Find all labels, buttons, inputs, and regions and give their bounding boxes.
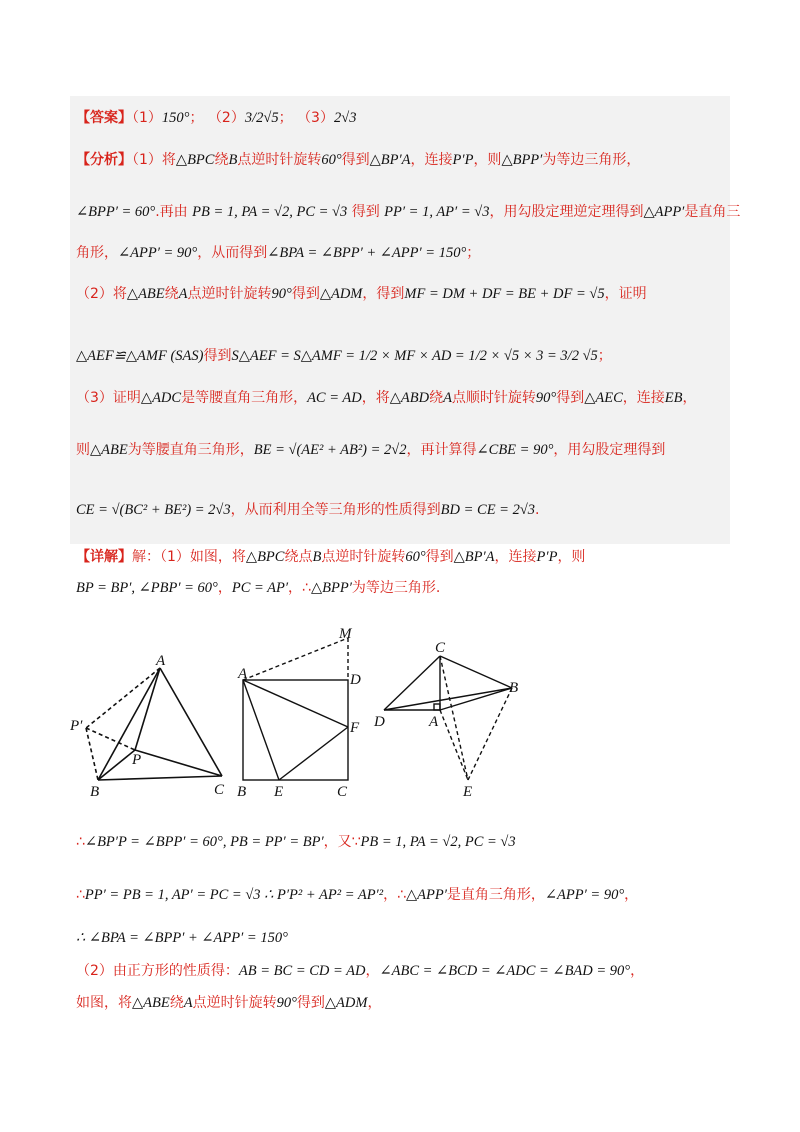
segment-AM-dashed <box>243 638 348 680</box>
math: △ABE <box>132 995 170 1011</box>
math: AB = BC = CD = AD <box>238 963 366 979</box>
math: 60° <box>405 549 426 565</box>
text: ， <box>367 995 382 1011</box>
math: A <box>178 286 188 302</box>
segment-CB <box>440 656 512 688</box>
detail-line-2 <box>76 578 440 598</box>
text: 是等腰直角三角形， <box>181 390 308 406</box>
analysis-line-2 <box>76 202 740 222</box>
fig2-label-E: E <box>274 784 284 800</box>
text: ，得到 <box>362 286 405 302</box>
fig1-label-A: A <box>156 653 166 669</box>
math: PP′ = PB = 1, AP′ = PC = √3 ∴ P′P² + AP² = AP′² <box>84 887 384 903</box>
text: 得到 <box>341 152 370 168</box>
analysis-line-7 <box>76 440 665 460</box>
text: ，从而得到 <box>197 245 268 261</box>
text: ， <box>624 887 639 903</box>
text: ，连接 <box>622 390 665 406</box>
fig3-label-A: A <box>429 714 439 730</box>
math: △ABE <box>90 442 128 458</box>
text: ∴ <box>76 887 85 903</box>
text: 点逆时针旋转 <box>192 995 277 1011</box>
segment-P1P-dashed <box>86 728 135 750</box>
math: BE = √(AE² + AB²) = 2√2 <box>253 442 407 458</box>
segment-EF <box>279 727 348 780</box>
math: △BP′A <box>453 549 495 565</box>
text: ； <box>466 245 481 261</box>
answer-sep: ； <box>189 110 204 126</box>
text: ∴ <box>76 834 85 850</box>
text: 得到 <box>203 348 232 364</box>
text: .再由 <box>155 204 188 220</box>
text: . <box>535 502 540 518</box>
text: （3）证明 <box>76 390 141 406</box>
text: 绕 <box>214 152 229 168</box>
math: △ABD <box>389 390 430 406</box>
segment-AE <box>243 680 279 780</box>
math: P′P <box>536 549 558 565</box>
figure-3-svg <box>372 638 522 800</box>
math: △AEF≌△AMF (SAS) <box>76 348 204 364</box>
segment-AB <box>98 668 160 780</box>
figure-2-svg <box>233 626 363 800</box>
math: △BPC <box>175 152 215 168</box>
text: ， <box>217 580 232 596</box>
math: 60° <box>321 152 342 168</box>
math: △ADC <box>140 390 182 406</box>
text: 绕 <box>169 995 184 1011</box>
math: BP = BP′, ∠PBP′ = 60° <box>76 580 218 596</box>
math: PB = 1, PA = √2, PC = √3 <box>192 204 348 220</box>
right-angle-mark <box>434 704 440 710</box>
text: 绕 <box>164 286 179 302</box>
text: ，用勾股定理逆定理得到 <box>489 204 644 220</box>
text: ，则 <box>557 549 586 565</box>
analysis-line-6 <box>76 388 697 408</box>
answer-line <box>76 108 356 128</box>
answer-tag: 【答案】 <box>76 110 132 126</box>
math: △ABE <box>126 286 165 302</box>
figure-1 <box>70 650 228 800</box>
fig3-label-C: C <box>435 640 446 656</box>
math: △APP′ <box>643 204 685 220</box>
fig3-label-D: D <box>374 714 385 730</box>
math: △BPC <box>245 549 285 565</box>
math: P′P <box>452 152 474 168</box>
segment-BC <box>98 776 222 780</box>
text: 得到 <box>296 995 325 1011</box>
math: ∠APP′ = 90° <box>544 887 625 903</box>
analysis-line-8 <box>76 500 540 520</box>
fig2-label-B: B <box>237 784 247 800</box>
text: ，∴ <box>288 580 311 596</box>
detail-tag: 【详解】 <box>76 549 132 565</box>
text: ，∴ <box>383 887 406 903</box>
text: ，连接 <box>494 549 537 565</box>
figure-1-svg <box>70 650 228 800</box>
math: ∠BP′P = ∠BPP′ = 60°, PB = PP′ = BP′ <box>84 834 324 850</box>
math: BD = CE = 2√3 <box>440 502 536 518</box>
text: （2）将 <box>76 286 127 302</box>
text: 点逆时针旋转 <box>187 286 272 302</box>
square-ABCD <box>243 680 348 780</box>
text: 得到 <box>425 549 454 565</box>
math: S△AEF = S△AMF = 1/2 × MF × AD = 1/2 × √5 × 3 = 3/2 √5 <box>231 348 598 364</box>
analysis-line-1 <box>76 150 640 170</box>
text: 得到 <box>556 390 585 406</box>
math: AC = AD <box>307 390 362 406</box>
fig2-label-A: A <box>238 666 248 682</box>
math: △ADM <box>324 995 368 1011</box>
text: 点顺时针旋转 <box>451 390 536 406</box>
text: 为等边三角形， <box>542 152 641 168</box>
math: ∠BPP′ = 60° <box>76 204 156 220</box>
fig1-label-C: C <box>214 782 225 798</box>
answer-sep: ； <box>278 110 293 126</box>
text: 角形， <box>76 245 118 261</box>
fig2-label-C: C <box>337 784 348 800</box>
text: ， <box>630 963 645 979</box>
analysis-line-5 <box>76 346 612 366</box>
math: △ADM <box>319 286 363 302</box>
text: 如图，将 <box>76 995 132 1011</box>
math: A <box>443 390 452 406</box>
text: 点逆时针旋转 <box>237 152 322 168</box>
math: PC = AP′ <box>231 580 289 596</box>
math: △BPP′ <box>310 580 352 596</box>
math: ∠APP′ = 90° <box>118 245 198 261</box>
answer-value-2: 3/2√5 <box>244 110 279 126</box>
math: ∠BPA = ∠BPP′ + ∠APP′ = 150° <box>267 245 467 261</box>
math: △BPP′ <box>501 152 543 168</box>
text: 绕 <box>429 390 444 406</box>
math: △BP′A <box>369 152 411 168</box>
segment-BE-dashed <box>468 688 512 780</box>
segment-BP1-dashed <box>86 728 98 780</box>
detail-line-6 <box>76 961 644 981</box>
text: （2）由正方形的性质得： <box>76 963 239 979</box>
fig3-label-B: B <box>509 680 519 696</box>
segment-AF <box>243 680 348 727</box>
text: 则 <box>76 442 90 458</box>
math: A <box>183 995 193 1011</box>
answer-part1-label: （1） <box>132 110 162 126</box>
segment-CE-dashed <box>440 656 468 780</box>
detail-line-1 <box>76 547 585 567</box>
math: B <box>228 152 238 168</box>
detail-line-7 <box>76 993 381 1013</box>
text: 为等边三角形. <box>351 580 441 596</box>
analysis-tag: 【分析】 <box>76 152 132 168</box>
figure-3 <box>372 638 522 800</box>
detail-line-3 <box>76 832 516 852</box>
detail-line-5 <box>76 928 288 948</box>
fig2-label-F: F <box>350 720 360 736</box>
math: PB = 1, PA = √2, PC = √3 <box>360 834 516 850</box>
text: 为等腰直角三角形， <box>127 442 254 458</box>
math: ∠ABC = ∠BCD = ∠ADC = ∠BAD = 90° <box>379 963 631 979</box>
fig2-label-D: D <box>350 672 361 688</box>
text: 点逆时针旋转 <box>321 549 406 565</box>
answer-value-1: 150° <box>161 110 190 126</box>
fig2-label-M: M <box>339 626 352 642</box>
fig1-label-B: B <box>90 784 100 800</box>
text: 解：（1）如图，将 <box>132 549 246 565</box>
text: ， <box>682 390 697 406</box>
math: △APP′ <box>406 887 447 903</box>
fig3-label-E: E <box>463 784 473 800</box>
text: ，则 <box>473 152 502 168</box>
segment-AP1-dashed <box>86 668 160 728</box>
text: ，又∵ <box>323 834 361 850</box>
text: ，证明 <box>604 286 647 302</box>
fig1-label-P1: P′ <box>70 718 83 734</box>
text: ，从而利用全等三角形的性质得到 <box>230 502 441 518</box>
text: （1）将 <box>132 152 176 168</box>
math: 90° <box>535 390 557 406</box>
math: 90° <box>276 995 297 1011</box>
text: ； <box>597 348 612 364</box>
answer-part3-label: （3） <box>297 110 334 126</box>
text: ，连接 <box>410 152 453 168</box>
math: B <box>312 549 322 565</box>
text: ， <box>365 963 380 979</box>
figure-2 <box>233 626 363 800</box>
answer-value-3: 2√3 <box>333 110 357 126</box>
text: ，用勾股定理得到 <box>553 442 666 458</box>
text: 是直角三 <box>684 204 741 220</box>
detail-line-4 <box>76 885 638 905</box>
math: 90° <box>271 286 292 302</box>
text: 得到 <box>291 286 320 302</box>
analysis-line-4 <box>76 284 647 304</box>
math: PP′ = 1, AP′ = √3 <box>384 204 490 220</box>
text: 绕点 <box>284 549 313 565</box>
math: CE = √(BC² + BE²) = 2√3 <box>76 502 231 518</box>
segment-AP <box>135 668 160 750</box>
fig1-label-P: P <box>132 752 142 768</box>
math: △AEC <box>584 390 623 406</box>
math: MF = DM + DF = BE + DF = √5 <box>404 286 605 302</box>
math: ∠CBE = 90° <box>476 442 554 458</box>
text: 是直角三角形， <box>446 887 545 903</box>
text: ，将 <box>361 390 390 406</box>
segment-BP <box>98 750 135 780</box>
text: 得到 <box>351 204 380 220</box>
answer-part2-label: （2） <box>207 110 245 126</box>
math: ∴ ∠BPA = ∠BPP′ + ∠APP′ = 150° <box>76 930 288 946</box>
text: ，再计算得 <box>406 442 477 458</box>
analysis-line-3 <box>76 243 480 263</box>
math: EB <box>664 390 683 406</box>
